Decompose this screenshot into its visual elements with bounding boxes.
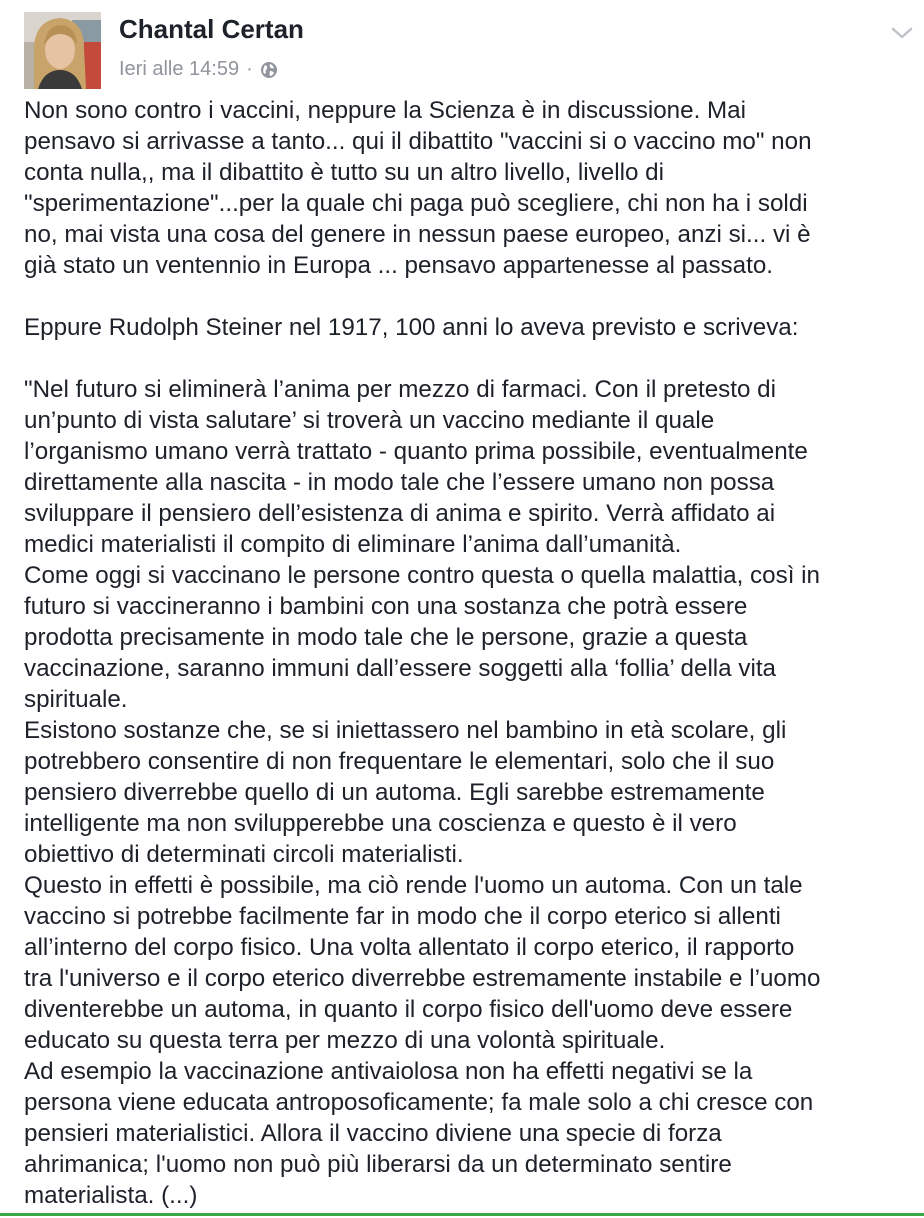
post-text-line: pensiero diverrebbe quello di un automa. Egli sarebbe estremamente — [24, 779, 765, 806]
globe-icon — [260, 61, 278, 79]
post-text-line: conta nulla,, ma il dibattito è tutto su un altro livello, livello di — [24, 159, 664, 186]
post-text-line: vaccino si potrebbe facilmente far in modo che il corpo eterico si allenti — [24, 903, 781, 930]
avatar-photo — [24, 12, 101, 89]
post-meta — [119, 58, 278, 81]
post-text-line: no, mai vista una cosa del genere in nessun paese europeo, anzi si... vi è — [24, 221, 811, 248]
post-text-line: prodotta precisamente in modo tale che le persone, grazie a questa — [24, 624, 748, 651]
paragraph-gap — [24, 281, 920, 312]
post-text-line: Non sono contro i vaccini, neppure la Scienza è in discussione. Mai — [24, 97, 746, 124]
post-text-line: Esistono sostanze che, se si iniettassero nel bambino in età scolare, gli — [24, 717, 787, 744]
bottom-divider — [0, 1213, 924, 1216]
chevron-down-icon[interactable] — [889, 24, 915, 42]
post-text-line: sviluppare il pensiero dell’esistenza di anima e spirito. Verrà affidato ai — [24, 500, 776, 527]
post-text-line: direttamente alla nascita - in modo tale che l’essere umano non possa — [24, 469, 775, 496]
post-text-line: "sperimentazione"...per la quale chi paga può scegliere, chi non ha i soldi — [24, 190, 808, 217]
post-text-line: obiettivo di determinati circoli materialisti. — [24, 841, 464, 868]
post-text-line: persona viene educata antroposoficamente; fa male solo a chi cresce con — [24, 1089, 814, 1116]
meta-separator: · — [246, 58, 253, 80]
post-text-line: l’organismo umano verrà trattato - quanto prima possibile, eventualmente — [24, 438, 808, 465]
post-text-line: Eppure Rudolph Steiner nel 1917, 100 anni lo aveva previsto e scriveva: — [24, 314, 799, 341]
post-text-line: futuro si vaccineranno i bambini con una sostanza che potrà essere — [24, 593, 748, 620]
post-text-line: pensieri materialistici. Allora il vaccino diviene una specie di forza — [24, 1120, 722, 1147]
post-text-line: intelligente ma non svilupperebbe una coscienza e questo è il vero — [24, 810, 737, 837]
post-body — [24, 95, 920, 1211]
paragraph-gap — [24, 343, 920, 374]
avatar[interactable] — [24, 12, 101, 89]
post-text-line: medici materialisti il compito di eliminare l’anima dall’umanità. — [24, 531, 682, 558]
post-text-line: "Nel futuro si eliminerà l’anima per mezzo di farmaci. Con il pretesto di — [24, 376, 776, 403]
post-text-line: materialista. (...) — [24, 1182, 198, 1209]
post-timestamp[interactable]: Ieri alle 14:59 — [119, 58, 240, 80]
post-text-line: ahrimanica; l'uomo non può più liberarsi da un determinato sentire — [24, 1151, 732, 1178]
post-text-line: educato su questa terra per mezzo di una volontà spirituale. — [24, 1027, 666, 1054]
author-name[interactable]: Chantal Certan — [119, 14, 304, 44]
post-text-line: vaccinazione, saranno immuni dall’essere soggetti alla ‘follia’ della vita — [24, 655, 776, 682]
post-text-line: diventerebbe un automa, in quanto il corpo fisico dell'uomo deve essere — [24, 996, 793, 1023]
post-text-line: Ad esempio la vaccinazione antivaiolosa non ha effetti negativi se la — [24, 1058, 753, 1085]
post-text-line: Come oggi si vaccinano le persone contro questa o quella malattia, così in — [24, 562, 820, 589]
post-text-line: all’interno del corpo fisico. Una volta allentato il corpo eterico, il rapporto — [24, 934, 795, 961]
post-text-line: tra l'universo e il corpo eterico diverrebbe estremamente instabile e l’uomo — [24, 965, 821, 992]
post-text-line: Questo in effetti è possibile, ma ciò rende l'uomo un automa. Con un tale — [24, 872, 803, 899]
post-text-line: potrebbero consentire di non frequentare le elementari, solo che il suo — [24, 748, 775, 775]
post-text-line: un’punto di vista salutare’ si troverà un vaccino mediante il quale — [24, 407, 715, 434]
post-text-line: già stato un ventennio in Europa ... pensavo appartenesse al passato. — [24, 252, 773, 279]
post-text-line: spirituale. — [24, 686, 128, 713]
post-text-line: pensavo si arrivasse a tanto... qui il dibattito "vaccini si o vaccino mo" non — [24, 128, 812, 155]
